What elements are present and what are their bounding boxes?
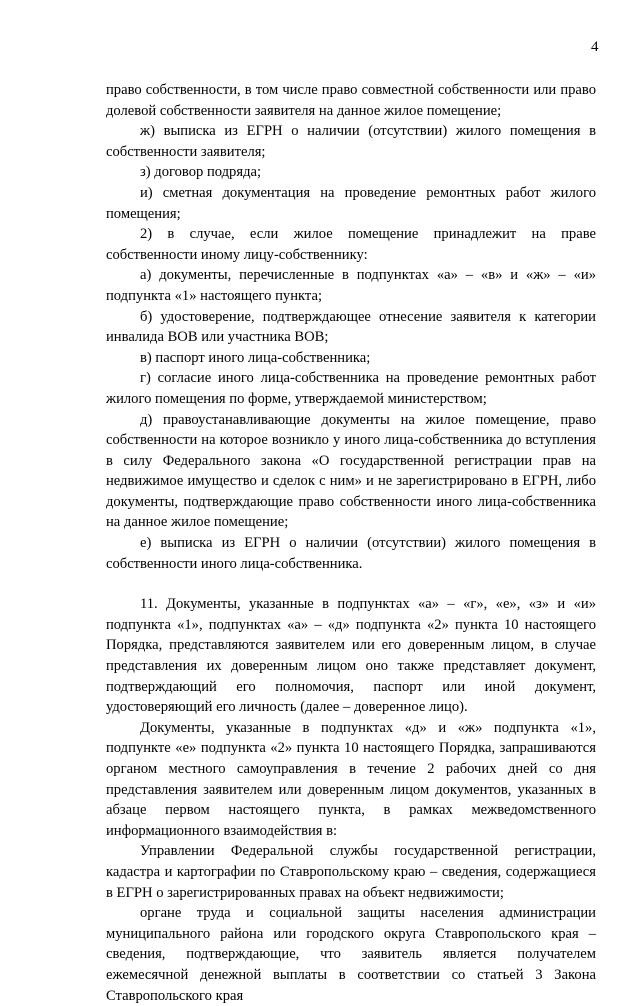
paragraph-item-a: а) документы, перечисленные в подпунктах «а» – «в» и «ж» – «и» подпункта «1» настоящего пункта; [106,267,596,304]
paragraph-item-zh: ж) выписка из ЕГРН о наличии (отсутствии) жилого помещения в собственности заявителя; [106,123,596,160]
paragraph-item-i: и) сметная документация на проведение ремонтных работ жилого помещения; [106,184,596,222]
paragraph-item-g: г) согласие иного лица-собственника на проведение ремонтных работ жилого помещения по форме, утверждаемой министерством; [106,370,596,407]
document-body [106,80,596,1006]
paragraph-continuation: право собственности, в том числе право совместной собственности или право долевой собственности заявителя на данное жилое помещение; [106,82,596,119]
paragraph-item-e: е) выписка из ЕГРН о наличии (отсутствии) жилого помещения в собственности иного лица-собственника. [106,535,596,572]
page-number: 4 [591,39,599,55]
paragraph-subpoint-2: 2) в случае, если жилое помещение принадлежит на праве собственности иному лицу-собственнику: [106,226,596,263]
paragraph-item-d: д) правоустанавливающие документы на жилое помещение, право собственности на которое возникло у иного лица-собственника до вступления в силу Федерального закона «О государственной регистрации прав на недвижимое имущество и сделок с ним» и не зарегистрировано в ЕГРН, либо документы, подтверждающие право собственности иного лица-собственника на данное жилое помещение; [106,411,596,531]
paragraph-rosreestr: Управлении Федеральной службы государственной регистрации, кадастра и картографии по Ставропольскому краю – сведения, содержащиеся в ЕГРН о зарегистрированных правах на объект недвижимости; [106,843,596,901]
paragraph-item-z: з) договор подряда; [140,164,262,181]
paragraph-social-protection: органе труда и социальной защиты населения администрации муниципального района или городского округа Ставропольского края – сведения, подтверждающие, что заявитель является получателем ежемесячной денежной выплаты в соответствии со статьей 3 Закона Ставропольского края [106,905,596,1004]
paragraph-point-11: 11. Документы, указанные в подпунктах «а» – «г», «е», «з» и «и» подпункта «1», подпунктах «а» – «д» подпункта «2» пункта 10 настоящего Порядка, представляются заявителем или его доверенным лицом, в случае представления их доверенным лицом оно также представляет документ, подтверждающий его полномочия, паспорт или иной документ, удостоверяющий его личность (далее – доверенное лицо). [106,596,596,716]
paragraph-item-b: б) удостоверение, подтверждающее отнесение заявителя к категории инвалида ВОВ или участника ВОВ; [106,308,596,346]
paragraph-item-v: в) паспорт иного лица-собственника; [140,349,371,366]
paragraph-documents-requested: Документы, указанные в подпунктах «д» и «ж» подпункта «1», подпункте «е» подпункта «2» пункта 10 настоящего Порядка, запрашиваются органом местного самоуправления в течение 2 рабочих дней со дня представления заявителем или доверенным лицом документов, указанных в абзаце первом настоящего пункта, в рамках межведомственного информационного взаимодействия в: [106,719,596,839]
